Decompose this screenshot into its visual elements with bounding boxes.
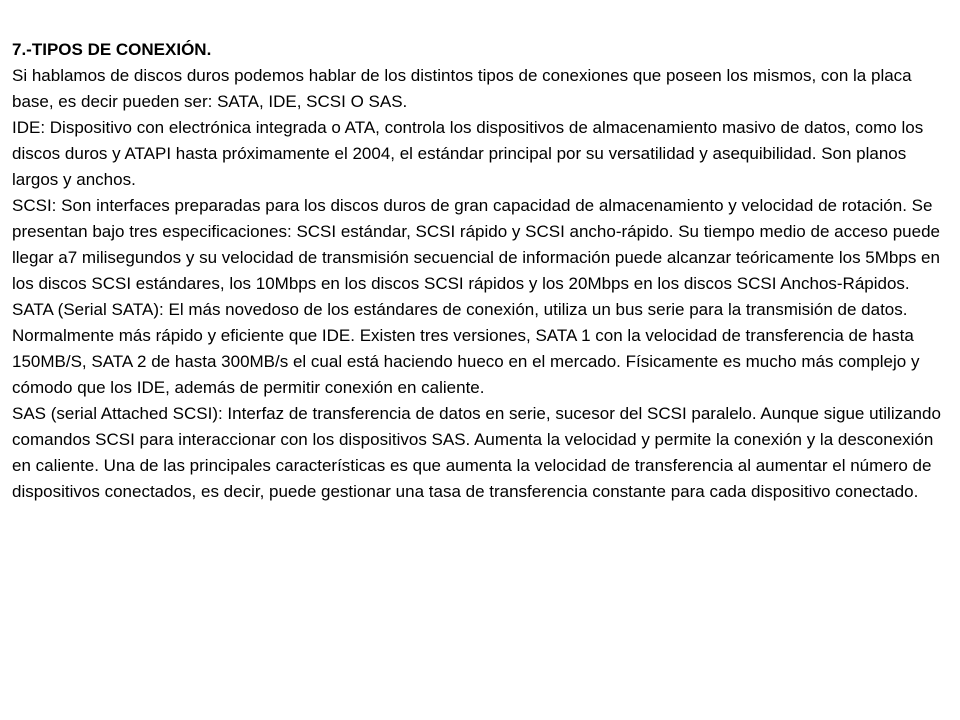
sas-paragraph: SAS (serial Attached SCSI): Interfaz de transferencia de datos en serie, sucesor del SCSI paralelo. Aunque sigue utilizando comandos SCSI para interaccionar con los dispositivos SAS. Aumenta la velocidad y permite la conexión y la desconexión en caliente. Una de las principales características es que aumenta la velocidad de transferencia al aumentar el número de dispositivos conectados, es decir, puede gestionar una tasa de transferencia constante para cada dispositivo conectado. <box>12 404 941 501</box>
section-heading: 7.-TIPOS DE CONEXIÓN. <box>12 40 212 59</box>
sata-paragraph: SATA (Serial SATA): El más novedoso de los estándares de conexión, utiliza un bus serie para la transmisión de datos. Normalmente más rápido y eficiente que IDE. Existen tres versiones, SATA 1 con la velocidad de transferencia de hasta 150MB/S, SATA 2 de hasta 300MB/s el cual está haciendo hueco en el mercado. Físicamente es mucho más complejo y cómodo que los IDE, además de permitir conexión en caliente. <box>12 300 920 397</box>
text-block <box>12 37 954 505</box>
ide-paragraph: IDE: Dispositivo con electrónica integrada o ATA, controla los dispositivos de almacenamiento masivo de datos, como los discos duros y ATAPI hasta próximamente el 2004, el estándar principal por su versatilidad y asequibilidad. Son planos largos y anchos. <box>12 118 924 189</box>
intro-paragraph: Si hablamos de discos duros podemos hablar de los distintos tipos de conexiones que poseen los mismos, con la placa base, es decir pueden ser: SATA, IDE, SCSI O SAS. <box>12 66 912 111</box>
scsi-paragraph: SCSI: Son interfaces preparadas para los discos duros de gran capacidad de almacenamiento y velocidad de rotación. Se presentan bajo tres especificaciones: SCSI estándar, SCSI rápido y SCSI ancho-rápido. Su tiempo medio de acceso puede llegar a7 milisegundos y su velocidad de transmisión secuencial de información puede alcanzar teóricamente los 5Mbps en los discos SCSI estándares, los 10Mbps en los discos SCSI rápidos y los 20Mbps en los discos SCSI Anchos-Rápidos. <box>12 196 940 293</box>
